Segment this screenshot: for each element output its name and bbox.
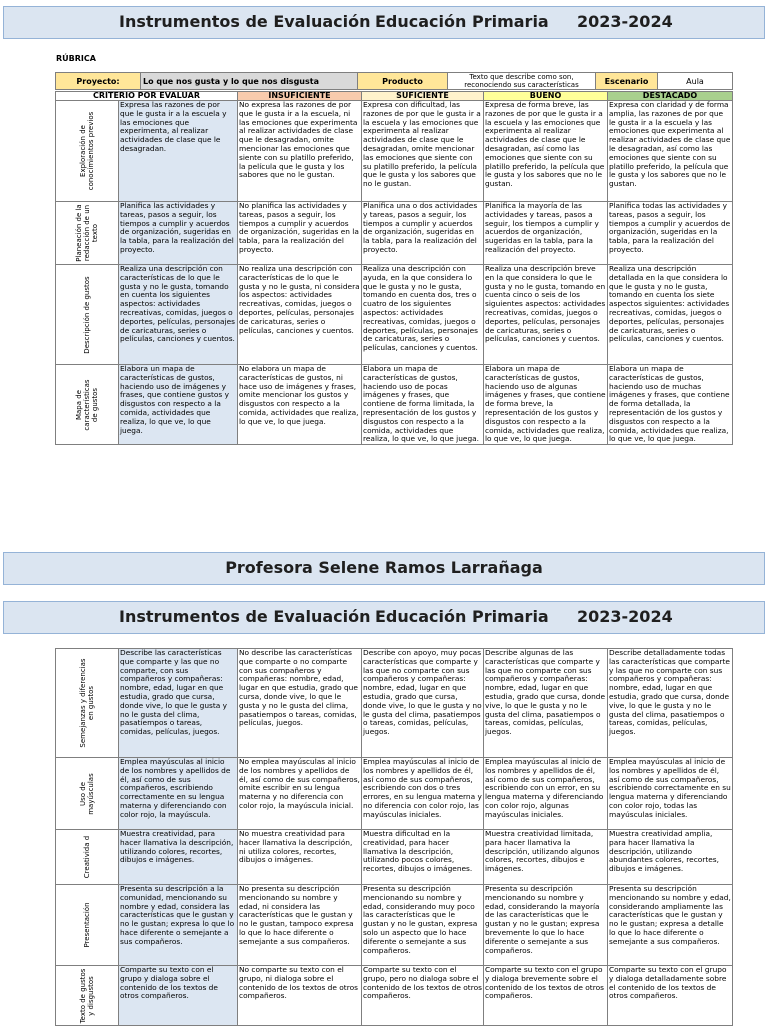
escenario-label: Escenario bbox=[596, 73, 658, 90]
rubric-table-1 bbox=[55, 100, 733, 445]
teacher-name: Profesora Selene Ramos Larrañaga bbox=[225, 558, 543, 577]
row-label: Mapa de características de gustos bbox=[56, 365, 119, 445]
cell-destacado: Elabora un mapa de características de gustos, haciendo uso de muchas imágenes y frases, que contiene de forma detallada, la representación de los gustos y disgustos con respecto a la comida, actividades que realiza, lo que ve, lo que juega. bbox=[608, 365, 733, 445]
cell-insuficiente: No comparte su texto con el grupo, ni dialoga sobre el contenido de los textos de otros compañeros. bbox=[238, 966, 362, 1026]
cell-destacado: Muestra creatividad amplia, para hacer llamativa la descripción, utilizando abundantes colores, recortes, dibujos e imágenes. bbox=[608, 830, 733, 885]
cell-suficiente: Planifica una o dos actividades y tareas, pasos a seguir, los tiempos a cumplir y acuerdos de organización, sugeridas en la tabla, para la realización del proyecto. bbox=[362, 202, 484, 265]
table-row bbox=[56, 830, 733, 885]
table-row bbox=[56, 265, 733, 365]
col-destacado: DESTACADO bbox=[608, 92, 733, 101]
cell-insuficiente: No planifica las actividades y tareas, pasos a seguir, los tiempos a cumplir y acuerdos de organización, sugeridas en la tabla, para la realización del proyecto. bbox=[238, 202, 362, 265]
cell-suficiente: Expresa con dificultad, las razones de por que le gusta ir a la escuela y las emociones que experimenta al realizar actividades de clase que le desagradan, omite mencionar las emociones que siente con su platillo preferido, la película que le gusta y los sabores que no le gustan. bbox=[362, 101, 484, 202]
rubric-table-2 bbox=[55, 648, 733, 1026]
header-level: Educación Primaria bbox=[375, 12, 549, 31]
cell-suficiente: Presenta su descripción mencionando su nombre y edad, considerando muy poco las características que le gustan y no le gustan, expresa solo un aspecto que lo hace diferente o semejante a sus compañeros. bbox=[362, 885, 484, 966]
cell-destacado: Expresa con claridad y de forma amplia, las razones de por que le gusta ir a la escuela y las emociones que experimenta al realizar actividades de clase que le desagradan, así como las emociones que siente con su platillo preferido, la película que le gusta y los sabores que no le gustan. bbox=[608, 101, 733, 202]
header-year: 2023-2024 bbox=[577, 607, 673, 626]
cell-insuficiente: No describe las características que comparte o no comparte con sus compañeros y compañeras: nombre, edad, lugar en que estudia, grado que cursa, donde vive, lo que le gusta y no le gusta del clima, pasatiempos o tareas, comidas, películas, juegos. bbox=[238, 649, 362, 758]
header-year: 2023-2024 bbox=[577, 12, 673, 31]
cell-bueno: Realiza una descripción breve en la que considera lo que le gusta y no le gusta, tomando en cuenta cinco o seis de los siguientes aspectos: actividades recreativas, comidas, juegos o deportes, películas, personajes de caricaturas, series o películas, canciones y cuentos. bbox=[484, 265, 608, 365]
row-label: Exploración de conocimientos previos bbox=[56, 101, 119, 202]
cell-bueno: Presenta su descripción mencionando su nombre y edad, considerando la mayoría de las características que le gustan y no le gustan; expresa brevemente lo que lo hace diferente o semejante a sus compañeros. bbox=[484, 885, 608, 966]
cell-suficiente: Comparte su texto con el grupo, pero no dialoga sobre el contenido de los textos de otros compañeros. bbox=[362, 966, 484, 1026]
row-label: Uso de mayúsculas bbox=[56, 758, 119, 830]
table-row bbox=[56, 365, 733, 445]
header-banner-2 bbox=[3, 601, 765, 634]
cell-criterio: Presenta su descripción a la comunidad, mencionando su nombre y edad, considera las características que le gustan y no le gustan; expresa lo que lo hace diferente o semejante a sus compañeros. bbox=[119, 885, 238, 966]
cell-suficiente: Muestra dificultad en la creatividad, para hacer llamativa la descripción, utilizando pocos colores, recortes, dibujos o imágenes. bbox=[362, 830, 484, 885]
row-label: Descripción de gustos bbox=[56, 265, 119, 365]
header-level: Educación Primaria bbox=[375, 607, 549, 626]
cell-criterio: Planifica las actividades y tareas, pasos a seguir, los tiempos a cumplir y acuerdos de organización, sugeridas en la tabla, para la realización del proyecto. bbox=[119, 202, 238, 265]
cell-insuficiente: No realiza una descripción con características de lo que le gusta y no le gusta, ni considera los aspectos: actividades recreativas, comidas, juegos o deportes, películas, personajes de caricaturas, series o películas, canciones y cuentos. bbox=[238, 265, 362, 365]
table-row bbox=[56, 966, 733, 1026]
cell-destacado: Comparte su texto con el grupo y dialoga detalladamente sobre el contenido de los textos de otros compañeros. bbox=[608, 966, 733, 1026]
cell-criterio: Comparte su texto con el grupo y dialoga sobre el contenido de los textos de otros compañeros. bbox=[119, 966, 238, 1026]
teacher-banner bbox=[3, 552, 765, 585]
cell-bueno: Planifica la mayoría de las actividades y tareas, pasos a seguir, los tiempos a cumplir y acuerdos de organización, sugeridas en la tabla, para la realización del proyecto. bbox=[484, 202, 608, 265]
proyecto-value: Lo que nos gusta y lo que nos disgusta bbox=[141, 73, 358, 90]
header-instruments: Instrumentos de Evaluación bbox=[119, 607, 371, 626]
row-label: Texto de gustos y disgustos bbox=[56, 966, 119, 1026]
rubric-label: RÚBRICA bbox=[56, 54, 96, 63]
cell-insuficiente: No elabora un mapa de características de gustos, ni hace uso de imágenes y frases, omite mencionar los gustos y disgustos con respecto a la comida, actividades que realiza, lo que ve, lo que juega. bbox=[238, 365, 362, 445]
row-label: Semejanzas y diferencias en gustos bbox=[56, 649, 119, 758]
row-label: Creativida d bbox=[56, 830, 119, 885]
proyecto-label: Proyecto: bbox=[56, 73, 141, 90]
cell-criterio: Expresa las razones de por que le gusta ir a la escuela y las emociones que experimenta, al realizar actividades de clase que le desagradan. bbox=[119, 101, 238, 202]
cell-bueno: Comparte su texto con el grupo y dialoga brevemente sobre el contenido de los textos de otros compañeros. bbox=[484, 966, 608, 1026]
cell-insuficiente: No expresa las razones de por que le gusta ir a la escuela, ni las emociones que experimenta al realizar actividades de clase que le desagradan, omite mencionar las emociones que siente con su platillo preferido, la película que le gusta y los sabores que no le gustan. bbox=[238, 101, 362, 202]
cell-bueno: Expresa de forma breve, las razones de por que le gusta ir a la escuela y las emociones que experimenta al realizar actividades de clase que le desagradan, así como las emociones que siente con su platillo preferido, la película que le gusta y los sabores que no le gustan. bbox=[484, 101, 608, 202]
cell-destacado: Describe detalladamente todas las características que comparte y las que no comparte con sus compañeros y compañeras: nombre, edad, lugar en que estudia, grado que cursa, donde vive, lo que le gusta y no le gusta del clima, pasatiempos o tareas, comidas, películas, juegos. bbox=[608, 649, 733, 758]
cell-insuficiente: No emplea mayúsculas al inicio de los nombres y apellidos de él, así como de sus compañeros, omite escribir en su lengua materna y no diferencia con color rojo, la mayúscula inicial. bbox=[238, 758, 362, 830]
cell-suficiente: Describe con apoyo, muy pocas características que comparte y las que no comparte con sus compañeros y compañeras: nombre, edad, lugar en que estudia, grado que cursa, donde vive, lo que le gusta y no le gusta del clima, pasatiempos o tareas, comidas, películas, juegos. bbox=[362, 649, 484, 758]
cell-insuficiente: No muestra creatividad para hacer llamativa la descripción, ni utiliza colores, recortes, dibujos o imágenes. bbox=[238, 830, 362, 885]
table-row bbox=[56, 649, 733, 758]
col-criterio: CRITERIO POR EVALUAR bbox=[56, 92, 238, 101]
table-row bbox=[56, 101, 733, 202]
cell-criterio: Realiza una descripción con características de lo que le gusta y no le gusta, tomando en cuenta los siguientes aspectos: actividades recreativas, comidas, juegos o deportes, películas, personajes de caricaturas, series o películas, canciones y cuentos. bbox=[119, 265, 238, 365]
cell-criterio: Emplea mayúsculas al inicio de los nombres y apellidos de él, así como de sus compañeros, escribiendo correctamente en su lengua materna y diferenciando con color rojo, la mayúscula. bbox=[119, 758, 238, 830]
header-instruments: Instrumentos de Evaluación bbox=[119, 12, 371, 31]
cell-destacado: Presenta su descripción mencionando su nombre y edad, considerando ampliamente las características que le gustan y no le gustan; expresa a detalle lo que lo hace diferente o semejante a sus compañeros. bbox=[608, 885, 733, 966]
cell-destacado: Planifica todas las actividades y tareas, pasos a seguir, los tiempos a cumplir y acuerdos de organización, sugeridas en la tabla, para la realización del proyecto. bbox=[608, 202, 733, 265]
table-row bbox=[56, 202, 733, 265]
cell-destacado: Realiza una descripción detallada en la que considera lo que le gusta y no le gusta, tomando en cuenta los siete aspectos siguientes: actividades recreativas, comidas, juegos o deportes, películas, personajes de caricaturas, series o películas, canciones y cuentos. bbox=[608, 265, 733, 365]
cell-bueno: Describe algunas de las características que comparte y las que no comparte con sus compañeros y compañeras: nombre, edad, lugar en que estudia, grado que cursa, donde vive, lo que le gusta y no le gusta del clima, pasatiempos o tareas, comidas, películas, juegos. bbox=[484, 649, 608, 758]
producto-label: Producto bbox=[358, 73, 448, 90]
col-suficiente: SUFICIENTE bbox=[362, 92, 484, 101]
escenario-value: Aula bbox=[658, 73, 733, 90]
cell-suficiente: Elabora un mapa de características de gustos, haciendo uso de pocas imágenes y frases, que contiene de forma limitada, la representación de los gustos y disgustos con respecto a la comida, actividades que realiza, lo que ve, lo que juega. bbox=[362, 365, 484, 445]
cell-suficiente: Realiza una descripción con ayuda, en la que considera lo que le gusta y no le gusta, tomando en cuenta dos, tres o cuatro de los siguientes aspectos: actividades recreativas, comidas, juegos o deportes, películas, personajes de caricaturas, series o películas, canciones y cuentos. bbox=[362, 265, 484, 365]
cell-criterio: Describe las características que comparte y las que no comparte, con sus compañeros y compañeras: nombre, edad, lugar en que estudia, grado que cursa, donde vive, lo que le gusta y no le gusta del clima, pasatiempos o tareas, comidas, películas, juegos. bbox=[119, 649, 238, 758]
cell-destacado: Emplea mayúsculas al inicio de los nombres y apellidos de él, así como de sus compañeros, escribiendo correctamente en su lengua materna y diferenciando con color rojo, todas las mayúsculas iniciales. bbox=[608, 758, 733, 830]
table-row bbox=[56, 758, 733, 830]
cell-insuficiente: No presenta su descripción mencionando su nombre y edad, ni considera las características que le gustan y no le gustan, tampoco expresa lo que lo hace diferente o semejante a sus compañeros. bbox=[238, 885, 362, 966]
cell-criterio: Muestra creatividad, para hacer llamativa la descripción, utilizando colores, recortes, dibujos e imágenes. bbox=[119, 830, 238, 885]
cell-bueno: Elabora un mapa de características de gustos, haciendo uso de algunas imágenes y frases, que contiene de forma breve, la representación de los gustos y disgustos con respecto a la comida, actividades que realiza, lo que ve, lo que juega. bbox=[485, 364, 606, 444]
col-bueno: BUENO bbox=[484, 92, 608, 101]
table-row bbox=[56, 885, 733, 966]
row-label: Planeación de la redacción de un texto bbox=[56, 202, 119, 265]
cell-bueno: Muestra creatividad limitada, para hacer llamativa la descripción, utilizando algunos colores, recortes, dibujos e imágenes. bbox=[484, 830, 608, 885]
row-label: Presentación bbox=[56, 885, 119, 966]
producto-value: Texto que describe como son, reconociendo sus características bbox=[448, 73, 596, 90]
cell-suficiente: Emplea mayúsculas al inicio de los nombres y apellidos de él, así como de sus compañeros, escribiendo con dos o tres errores, en su lengua materna y no diferencia con color rojo, las mayúsculas iniciales. bbox=[362, 758, 484, 830]
cell-criterio: Elabora un mapa de características de gustos, haciendo uso de imágenes y frases, que contiene gustos y disgustos con respecto a la comida, actividades que realiza, lo que ve, lo que juega. bbox=[119, 365, 238, 445]
header-banner-1 bbox=[3, 6, 765, 39]
project-info-row bbox=[55, 72, 733, 90]
col-insuficiente: INSUFICIENTE bbox=[238, 92, 362, 101]
cell-bueno: Emplea mayúsculas al inicio de los nombres y apellidos de él, así como de sus compañeros, escribiendo con un error, en su lengua materna y diferenciando con color rojo, algunas mayúsculas iniciales. bbox=[484, 758, 608, 830]
